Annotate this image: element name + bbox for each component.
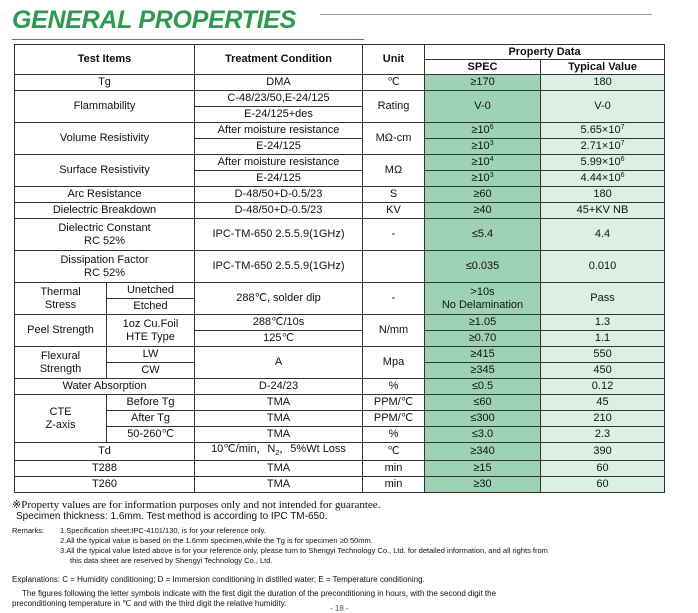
cond-volume-2: E-24/125: [195, 139, 363, 155]
header-treatment: Treatment Condition: [195, 45, 363, 75]
unit-water: %: [363, 379, 425, 395]
table-row-thermal-stress: [15, 283, 665, 299]
typ-surface-1: $5.99\times 10^6$: [541, 155, 665, 171]
unit-thermal: -: [363, 283, 425, 315]
remarks-label: Remarks:: [12, 526, 45, 535]
typ-peel-1: 1.3: [541, 315, 665, 331]
figures-note-1: The figures following the letter symbols indicate with the first digit the duration of the preconditioning in hours, with the second digit the: [22, 589, 497, 598]
unit-cte-3: %: [363, 427, 425, 443]
sub-peel: 1oz Cu.Foil HTE Type: [107, 315, 195, 347]
cond-arc: D-48/50+D-0.5/23: [195, 187, 363, 203]
cond-surface-1: After moisture resistance: [195, 155, 363, 171]
spec-flammability: V-0: [425, 91, 541, 123]
typ-volume-2: $2.71\times 10^7$: [541, 139, 665, 155]
spec-water: ≤0.5: [425, 379, 541, 395]
typ-td: 390: [541, 443, 665, 461]
table-row-dielectric-breakdown: [15, 203, 665, 219]
table-row-peel-strength: [15, 315, 665, 331]
typ-volume-1: $5.65\times 10^7$: [541, 123, 665, 139]
guarantee-note: ※Property values are for information purposes only and not intended for guarantee.: [12, 499, 381, 511]
cond-dissipation-factor: IPC-TM-650 2.5.5.9(1GHz): [195, 251, 363, 283]
cond-cte-2: TMA: [195, 411, 363, 427]
table-row-cte-2: [15, 411, 665, 427]
typ-dielectric-breakdown: 45+KV NB: [541, 203, 665, 219]
explanations: Explanations: C = Humidity conditioning; D = Immersion conditioning in distilled water; E = Temperature conditioning.: [12, 575, 425, 584]
sub-before-tg: Before Tg: [107, 395, 195, 411]
remarks: [12, 526, 692, 566]
item-dissipation-factor: Dissipation Factor RC 52%: [15, 251, 195, 283]
remark-1: 1.Specification sheet:IPC-4101/130, is for your reference only.: [60, 526, 266, 535]
spec-volume-1: $\ge 10^6$: [425, 123, 541, 139]
spec-thermal: >10s No Delamination: [425, 283, 541, 315]
table-row-arc-resistance: [15, 187, 665, 203]
header-rule: [320, 14, 652, 15]
cond-t288: TMA: [195, 461, 363, 477]
item-t260: T260: [15, 477, 195, 493]
item-cte: CTE Z-axis: [15, 395, 107, 443]
item-dielectric-constant: Dielectric Constant RC 52%: [15, 219, 195, 251]
typ-flexural-2: 450: [541, 363, 665, 379]
cond-volume-1: After moisture resistance: [195, 123, 363, 139]
spec-dielectric-constant: ≤5.4: [425, 219, 541, 251]
unit-cte-1: PPM/℃: [363, 395, 425, 411]
typ-t260: 60: [541, 477, 665, 493]
remark-2: 2.All the typical value is based on the 1.6mm specimen,while the Tg is for specimen ≥0.50mm.: [60, 536, 373, 545]
unit-surface: MΩ: [363, 155, 425, 187]
item-volume-resistivity: Volume Resistivity: [15, 123, 195, 155]
typ-surface-2: $4.44\times 10^6$: [541, 171, 665, 187]
spec-t288: ≥15: [425, 461, 541, 477]
header-unit: Unit: [363, 45, 425, 75]
sub-after-tg: After Tg: [107, 411, 195, 427]
unit-volume: MΩ-cm: [363, 123, 425, 155]
sub-50-260: 50-260℃: [107, 427, 195, 443]
unit-t260: min: [363, 477, 425, 493]
header-test-items: Test Items: [15, 45, 195, 75]
spec-peel-1: ≥1.05: [425, 315, 541, 331]
spec-t260: ≥30: [425, 477, 541, 493]
spec-peel-2: ≥0.70: [425, 331, 541, 347]
typ-flammability: V-0: [541, 91, 665, 123]
spec-arc: ≥60: [425, 187, 541, 203]
item-t288: T288: [15, 461, 195, 477]
table-row-dissipation-factor: [15, 251, 665, 283]
page-title: GENERAL PROPERTIES: [12, 6, 297, 34]
cond-surface-2: E-24/125: [195, 171, 363, 187]
typ-dielectric-constant: 4.4: [541, 219, 665, 251]
unit-arc: S: [363, 187, 425, 203]
typ-cte-1: 45: [541, 395, 665, 411]
properties-table: [14, 44, 665, 493]
unit-t288: min: [363, 461, 425, 477]
spec-surface-1: $\ge 10^4$: [425, 155, 541, 171]
table-row-flammability: [15, 91, 665, 107]
sub-cw: CW: [107, 363, 195, 379]
item-flammability: Flammability: [15, 91, 195, 123]
typ-flexural-1: 550: [541, 347, 665, 363]
spec-volume-2: $\ge 10^3$: [425, 139, 541, 155]
item-dielectric-breakdown: Dielectric Breakdown: [15, 203, 195, 219]
title-underline: [12, 39, 364, 40]
figures-note-2: preconditioning temperature in ℃ and with the third digit the relative humidity.: [12, 599, 287, 608]
cond-cte-3: TMA: [195, 427, 363, 443]
unit-flammability: Rating: [363, 91, 425, 123]
cond-td: 10℃/min，$N_2$，5%Wt Loss: [195, 443, 363, 461]
item-surface-resistivity: Surface Resistivity: [15, 155, 195, 187]
spec-flexural-1: ≥415: [425, 347, 541, 363]
spec-cte-3: ≤3.0: [425, 427, 541, 443]
typ-cte-2: 210: [541, 411, 665, 427]
spec-dissipation-factor: ≤0.035: [425, 251, 541, 283]
spec-dielectric-breakdown: ≥40: [425, 203, 541, 219]
cond-thermal: 288℃, solder dip: [195, 283, 363, 315]
spec-cte-1: ≤60: [425, 395, 541, 411]
cond-t260: TMA: [195, 477, 363, 493]
cond-flammability-1: C-48/23/50,E-24/125: [195, 91, 363, 107]
cond-water: D-24/23: [195, 379, 363, 395]
cond-peel-1: 288℃/10s: [195, 315, 363, 331]
spec-cte-2: ≤300: [425, 411, 541, 427]
sub-unetched: Unetched: [107, 283, 195, 299]
unit-dielectric-constant: -: [363, 219, 425, 251]
item-thermal-stress: Thermal Stress: [15, 283, 107, 315]
table-row-surface-resistivity: [15, 155, 665, 171]
unit-td: ℃: [363, 443, 425, 461]
table-row-t260: [15, 477, 665, 493]
typ-dissipation-factor: 0.010: [541, 251, 665, 283]
table-row-volume-resistivity: [15, 123, 665, 139]
unit-flexural: Mpa: [363, 347, 425, 379]
header-row: [15, 45, 665, 60]
typ-arc: 180: [541, 187, 665, 203]
cond-dielectric-constant: IPC-TM-650 2.5.5.9(1GHz): [195, 219, 363, 251]
header-typical: Typical Value: [541, 60, 665, 75]
spec-td: ≥340: [425, 443, 541, 461]
item-flexural-strength: Flexural Strength: [15, 347, 107, 379]
item-tg: Tg: [15, 75, 195, 91]
sub-lw: LW: [107, 347, 195, 363]
item-peel-strength: Peel Strength: [15, 315, 107, 347]
page-number: - 18 -: [330, 604, 349, 613]
cond-tg: DMA: [195, 75, 363, 91]
spec-surface-2: $\ge 10^3$: [425, 171, 541, 187]
typ-peel-2: 1.1: [541, 331, 665, 347]
typ-water: 0.12: [541, 379, 665, 395]
cond-flammability-2: E-24/125+des: [195, 107, 363, 123]
item-td: Td: [15, 443, 195, 461]
header-spec: SPEC: [425, 60, 541, 75]
table-row-td: [15, 443, 665, 461]
notes-section: [12, 499, 692, 609]
table-row-water-absorption: [15, 379, 665, 395]
item-water-absorption: Water Absorption: [15, 379, 195, 395]
unit-peel: N/mm: [363, 315, 425, 347]
unit-tg: ℃: [363, 75, 425, 91]
typ-tg: 180: [541, 75, 665, 91]
table-row-cte-3: [15, 427, 665, 443]
cond-peel-2: 125℃: [195, 331, 363, 347]
header-property-data: Property Data: [425, 45, 665, 60]
remark-3a: 3.All the typical value listed above is for your reference only, please turn to Shengyi Technology Co., Ltd. for detailed information, and all rights from: [60, 546, 548, 555]
table-row-tg: [15, 75, 665, 91]
unit-dielectric-breakdown: KV: [363, 203, 425, 219]
unit-cte-2: PPM/℃: [363, 411, 425, 427]
sub-etched: Etched: [107, 299, 195, 315]
item-arc-resistance: Arc Resistance: [15, 187, 195, 203]
typ-thermal: Pass: [541, 283, 665, 315]
spec-flexural-2: ≥345: [425, 363, 541, 379]
table-row-t288: [15, 461, 665, 477]
typ-t288: 60: [541, 461, 665, 477]
typ-cte-3: 2.3: [541, 427, 665, 443]
specimen-note: Specimen thickness: 1.6mm. Test method is according to IPC TM-650.: [16, 511, 328, 522]
cond-flexural: A: [195, 347, 363, 379]
table-row-flexural-strength: [15, 347, 665, 363]
cond-dielectric-breakdown: D-48/50+D-0.5/23: [195, 203, 363, 219]
spec-tg: ≥170: [425, 75, 541, 91]
unit-dissipation-factor: [363, 251, 425, 283]
remark-3b: this data sheet are reserved by Shengyi Technology Co., Ltd.: [70, 556, 273, 565]
table-row-dielectric-constant: [15, 219, 665, 251]
cond-cte-1: TMA: [195, 395, 363, 411]
table-row-cte: [15, 395, 665, 411]
